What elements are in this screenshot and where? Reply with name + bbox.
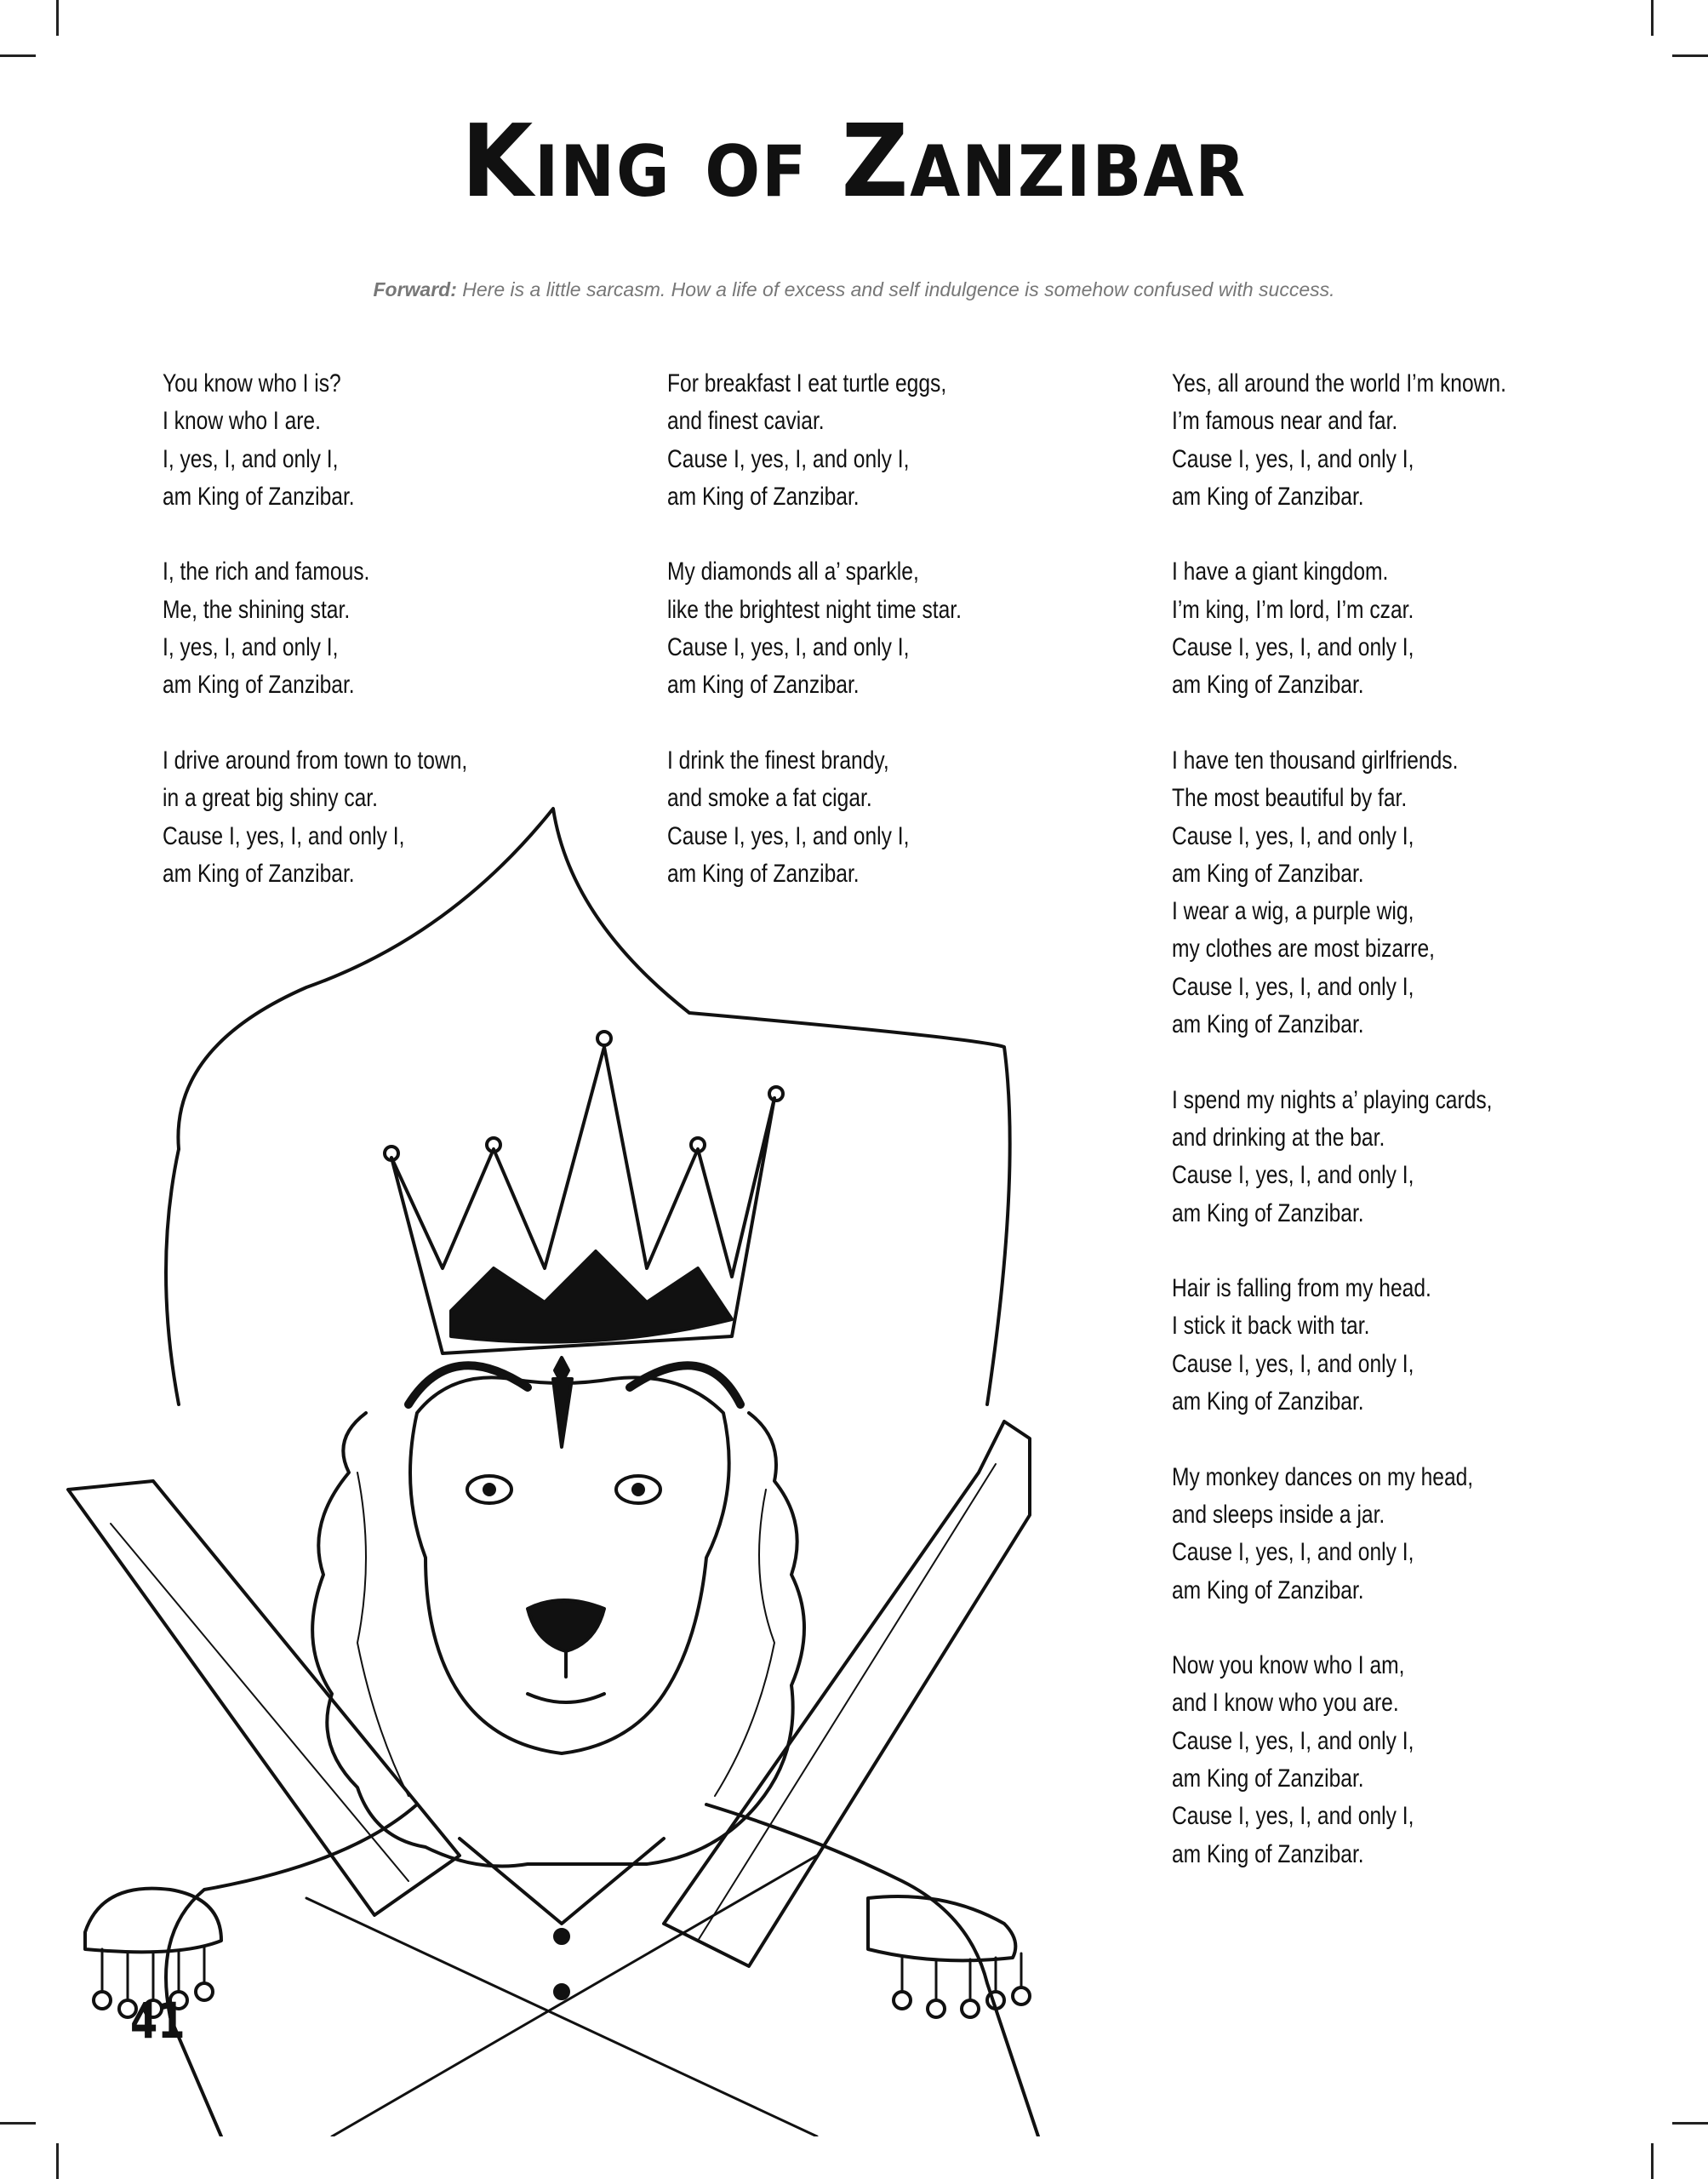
lyric-line: like the brightest night time star.: [667, 595, 962, 624]
lyric-line: Cause I, yes, I, and only I,: [1172, 444, 1414, 473]
lyric-line: My diamonds all a’ sparkle,: [667, 558, 919, 586]
lyric-line: Now you know who I am,: [1172, 1651, 1405, 1680]
lyric-line: I drive around from town to town,: [163, 746, 468, 775]
lyric-line: am King of Zanzibar.: [1172, 859, 1364, 888]
lyric-line: Cause I, yes, I, and only I,: [1172, 1538, 1414, 1567]
lyric-line: am King of Zanzibar.: [1172, 482, 1364, 511]
lyric-line: am King of Zanzibar.: [667, 671, 860, 700]
lyric-line: I’m king, I’m lord, I’m czar.: [1172, 595, 1414, 624]
lyric-line: You know who I is?: [163, 369, 341, 397]
lion-brow-right: [630, 1365, 740, 1404]
lyric-line: I have ten thousand girlfriends.: [1172, 746, 1459, 775]
lion-mouth: [528, 1651, 604, 1702]
stanza-gap: [1172, 1232, 1506, 1270]
crown-icon: [385, 1032, 783, 1383]
stanza-gap: [1172, 705, 1506, 742]
lyric-line: am King of Zanzibar.: [1172, 671, 1364, 700]
lyric-line: I’m famous near and far.: [1172, 407, 1398, 436]
lion-king-icon: [51, 792, 1123, 2136]
left-paw: [85, 1889, 221, 1953]
lyric-line: Yes, all around the world I’m known.: [1172, 369, 1506, 397]
lyric-line: I have a giant kingdom.: [1172, 558, 1389, 586]
lion-brow-left: [408, 1365, 528, 1404]
lyric-line: Hair is falling from my head.: [1172, 1274, 1431, 1303]
lyric-line: Cause I, yes, I, and only I,: [667, 444, 910, 473]
lyric-line: Cause I, yes, I, and only I,: [1172, 633, 1414, 662]
forward-label: Forward:: [373, 278, 457, 300]
lyric-line: am King of Zanzibar.: [667, 859, 860, 888]
crop-mark: [1651, 0, 1654, 36]
lyric-line: I wear a wig, a purple wig,: [1172, 897, 1414, 926]
lion-face: [410, 1377, 729, 1753]
lyric-line: am King of Zanzibar.: [1172, 1576, 1364, 1604]
crop-mark: [0, 2122, 36, 2125]
lyric-line: I spend my nights a’ playing cards,: [1172, 1085, 1493, 1114]
right-tassels: [894, 1953, 1030, 2017]
lyric-line: Cause I, yes, I, and only I,: [1172, 821, 1414, 850]
lyrics-column-3: [1172, 365, 1506, 1873]
lyric-line: Cause I, yes, I, and only I,: [1172, 1161, 1414, 1190]
lyric-line: Cause I, yes, I, and only I,: [1172, 1726, 1414, 1755]
lion-robe: [166, 1804, 1038, 2136]
stanza-gap: [667, 516, 962, 553]
stanza-gap: [667, 705, 962, 742]
crop-mark: [1672, 2122, 1708, 2125]
crop-mark: [1672, 54, 1708, 57]
lyric-line: The most beautiful by far.: [1172, 784, 1408, 813]
right-sword: [664, 1421, 1030, 1966]
stanza-gap: [163, 516, 467, 553]
lyric-line: I stick it back with tar.: [1172, 1312, 1370, 1341]
lyric-line: Cause I, yes, I, and only I,: [1172, 972, 1414, 1001]
lyric-line: am King of Zanzibar.: [1172, 1839, 1364, 1868]
lyric-line: am King of Zanzibar.: [1172, 1198, 1364, 1227]
stanza-gap: [163, 705, 467, 742]
lyric-line: and drinking at the bar.: [1172, 1123, 1385, 1152]
left-sword: [68, 1481, 460, 1915]
lyric-line: am King of Zanzibar.: [1172, 1387, 1364, 1416]
forward-text: Here is a little sarcasm. How a life of excess and self indulgence is somehow confused with success.: [462, 278, 1335, 300]
lyric-line: I know who I are.: [163, 407, 321, 436]
lyric-line: I, yes, I, and only I,: [163, 444, 339, 473]
lyric-line: in a great big shiny car.: [163, 784, 378, 813]
lyric-line: am King of Zanzibar.: [667, 482, 860, 511]
lyric-line: am King of Zanzibar.: [1172, 1764, 1364, 1793]
robe-collar: [460, 1839, 664, 1924]
lyric-line: and I know who you are.: [1172, 1689, 1399, 1718]
forward-note: [0, 278, 1708, 301]
lyric-line: Cause I, yes, I, and only I,: [667, 821, 910, 850]
shield-left-edge: [166, 1149, 179, 1404]
lyric-line: I, the rich and famous.: [163, 558, 370, 586]
lyric-line: and sleeps inside a jar.: [1172, 1500, 1385, 1529]
lyric-line: and smoke a fat cigar.: [667, 784, 872, 813]
lyric-line: Cause I, yes, I, and only I,: [667, 633, 910, 662]
lyric-line: and finest caviar.: [667, 407, 825, 436]
lion-nose: [528, 1600, 604, 1651]
lyric-line: Me, the shining star.: [163, 595, 351, 624]
lyric-line: am King of Zanzibar.: [1172, 1010, 1364, 1039]
page-number: 41: [130, 1992, 186, 2050]
lion-forehead-mark: [553, 1379, 572, 1447]
lyric-line: am King of Zanzibar.: [163, 671, 355, 700]
right-sword-blade-line: [698, 1464, 996, 1941]
page-title: King of Zanzibar: [461, 102, 1247, 220]
left-sword-blade-line: [111, 1524, 408, 1881]
lyric-line: Cause I, yes, I, and only I,: [1172, 1802, 1414, 1831]
stanza-gap: [1172, 1044, 1506, 1081]
lyric-line: For breakfast I eat turtle eggs,: [667, 369, 947, 397]
lyric-line: am King of Zanzibar.: [163, 859, 355, 888]
crop-mark: [56, 2143, 59, 2179]
crop-mark: [0, 54, 36, 57]
lyric-line: I, yes, I, and only I,: [163, 633, 339, 662]
lyric-line: I drink the finest brandy,: [667, 746, 889, 775]
crop-mark: [1651, 2143, 1654, 2179]
stanza-gap: [1172, 516, 1506, 553]
lyric-line: Cause I, yes, I, and only I,: [1172, 1349, 1414, 1378]
stanza-gap: [1172, 1610, 1506, 1647]
lyric-line: my clothes are most bizarre,: [1172, 935, 1435, 964]
lyric-line: My monkey dances on my head,: [1172, 1462, 1474, 1491]
lyric-line: Cause I, yes, I, and only I,: [163, 821, 405, 850]
crop-mark: [56, 0, 59, 36]
lyric-line: am King of Zanzibar.: [163, 482, 355, 511]
stanza-gap: [1172, 1421, 1506, 1458]
